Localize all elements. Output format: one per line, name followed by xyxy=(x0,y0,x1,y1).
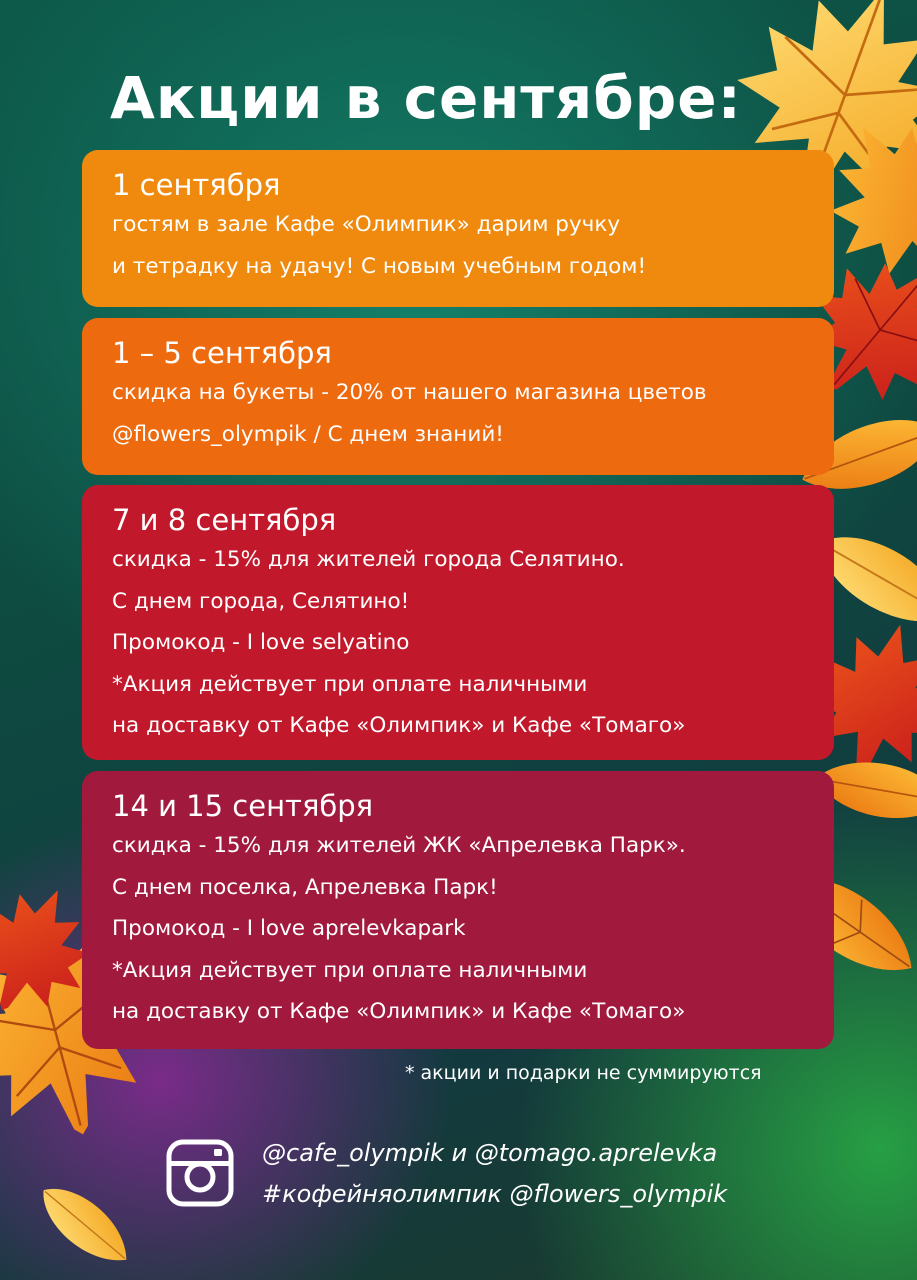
promo-line: гостям в зале Кафе «Олимпик» дарим ручку xyxy=(112,212,621,237)
social-handles xyxy=(262,1133,727,1215)
footnote: * акции и подарки не суммируются xyxy=(405,1062,762,1084)
page-title: Акции в сентябре: xyxy=(110,64,742,132)
promo-line: *Акция действует при оплате наличными xyxy=(112,957,588,983)
promo-date: 1 – 5 сентября xyxy=(112,336,332,370)
promo-line: и тетрадку на удачу! С новым учебным годом! xyxy=(112,253,647,279)
promo-line: скидка - 15% для жителей ЖК «Апрелевка Парк». xyxy=(112,833,686,858)
promo-line: С днем поселка, Апрелевка Парк! xyxy=(112,874,498,900)
promo-line: на доставку от Кафе «Олимпик» и Кафе «Томаго» xyxy=(112,999,686,1024)
promo-line: скидка - 15% для жителей города Селятино. xyxy=(112,547,625,572)
promo-date: 14 и 15 сентября xyxy=(112,789,374,823)
promo-line: *Акция действует при оплате наличными xyxy=(112,671,588,697)
promo-code-line: Промокод - I love aprelevkapark xyxy=(112,916,466,941)
oval-leaf-decoration xyxy=(30,1174,141,1277)
social-handles-line: @cafe_olympik и @tomago.aprelevka xyxy=(262,1139,718,1167)
promo-line: С днем города, Селятино! xyxy=(112,588,410,614)
promo-code-line: Промокод - I love selyatino xyxy=(112,630,410,655)
promo-card-sept-14-15 xyxy=(82,771,834,1049)
promo-card-sept-7-8 xyxy=(82,485,834,760)
promo-line: скидка на букеты - 20% от нашего магазина цветов xyxy=(112,380,707,405)
instagram-icon xyxy=(166,1139,234,1207)
promo-line: @flowers_olympik / С днем знаний! xyxy=(112,421,504,447)
promo-date: 1 сентября xyxy=(112,168,281,202)
promo-date: 7 и 8 сентября xyxy=(112,503,337,537)
hashtags-line: #кофейняолимпик @flowers_olympik xyxy=(262,1180,728,1208)
promo-card-sept-1-5 xyxy=(82,318,834,475)
promo-card-sept-1 xyxy=(82,150,834,307)
promo-line: на доставку от Кафе «Олимпик» и Кафе «Томаго» xyxy=(112,713,686,738)
